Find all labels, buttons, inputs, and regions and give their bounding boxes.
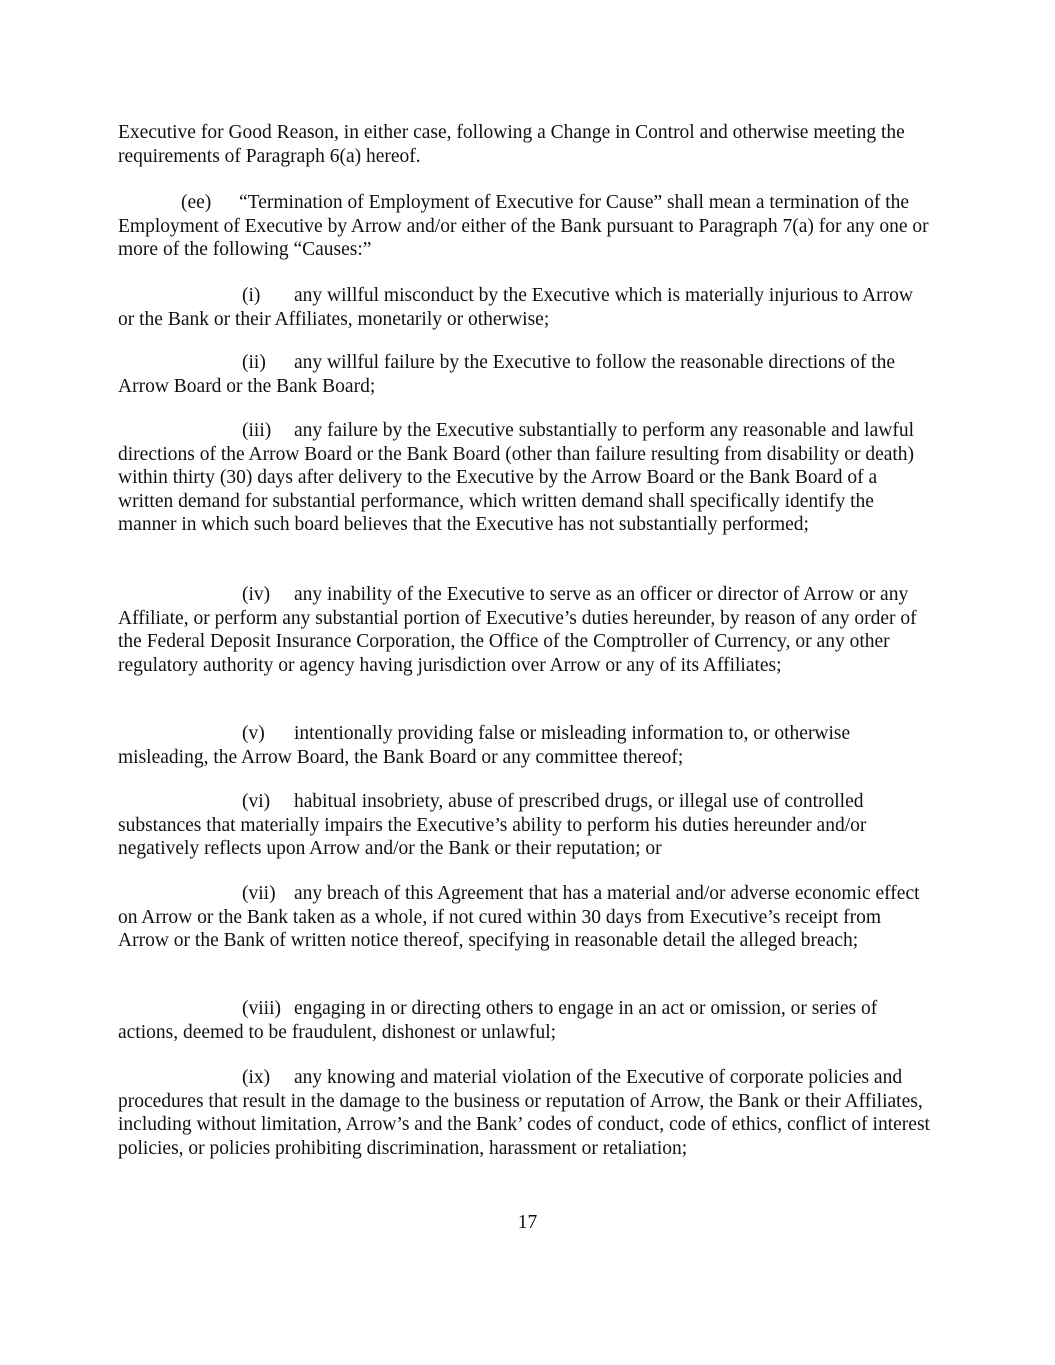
cause-text: any willful misconduct by the Executive which is materially injurious to Arrow or the Bank or their Affiliates, monetarily or otherwise; xyxy=(118,285,914,330)
cause-item-ii xyxy=(118,351,933,398)
cause-number: (ix) xyxy=(242,1067,271,1088)
cause-number: (iv) xyxy=(242,584,271,605)
cause-item-vi xyxy=(118,790,933,861)
cause-text: any breach of this Agreement that has a material and/or adverse economic effect on Arrow or the Bank taken as a whole, if not cured within 30 days from Executive’s receipt from Arrow or the Bank of written notice thereof, specifying in reasonable detail the alleged breach; xyxy=(118,883,920,951)
section-ee-paragraph xyxy=(118,191,933,262)
cause-text: any failure by the Executive substantially to perform any reasonable and lawful directions of the Arrow Board or the Bank Board (other than failure resulting from disability or death) within thirty (30) days after delivery to the Executive by the Arrow Board or the Bank Board of a written demand for substantial performance, which written demand shall specifically identify the manner in which such board believes that the Executive has not substantially performed; xyxy=(118,420,915,535)
cause-item-i xyxy=(118,284,933,331)
cause-item-v xyxy=(118,722,933,769)
continuation-paragraph xyxy=(118,121,933,168)
cause-text: engaging in or directing others to engage in an act or omission, or series of actions, deemed to be fraudulent, dishonest or unlawful; xyxy=(118,998,878,1043)
cause-item-iv xyxy=(118,583,933,677)
cause-number: (ii) xyxy=(242,352,266,373)
cause-item-viii xyxy=(118,997,933,1044)
cause-text: any willful failure by the Executive to follow the reasonable directions of the Arrow Board or the Bank Board; xyxy=(118,352,896,397)
cause-number: (vii) xyxy=(242,883,276,904)
cause-item-ix xyxy=(118,1066,933,1160)
cause-item-vii xyxy=(118,882,933,953)
cause-text: any inability of the Executive to serve as an officer or director of Arrow or any Affiliate, or perform any substantial portion of Executive’s duties hereunder, by reason of any order of the Federal Deposit Insurance Corporation, the Office of the Comptroller of Currency, or any other regulatory authority or agency having jurisdiction over Arrow or any of its Affiliates; xyxy=(118,584,917,676)
section-ee-number: (ee) xyxy=(181,192,212,213)
cause-number: (i) xyxy=(242,285,261,306)
cause-number: (iii) xyxy=(242,420,272,441)
cause-number: (viii) xyxy=(242,998,281,1019)
section-ee-text: “Termination of Employment of Executive for Cause” shall mean a termination of the Employment of Executive by Arrow and/or either of the Bank pursuant to Paragraph 7(a) for any one or more of the following “Causes:” xyxy=(118,192,929,260)
cause-text: habitual insobriety, abuse of prescribed drugs, or illegal use of controlled substances that materially impairs the Executive’s ability to perform his duties hereunder and/or negatively reflects upon Arrow and/or the Bank or their reputation; or xyxy=(118,791,867,859)
cause-text: any knowing and material violation of the Executive of corporate policies and procedures that result in the damage to the business or reputation of Arrow, the Bank or their Affiliates, including without limitation, Arrow’s and the Bank’ codes of conduct, code of ethics, conflict of interest policies, or policies prohibiting discrimination, harassment or retaliation; xyxy=(118,1067,930,1159)
cause-item-iii xyxy=(118,419,933,537)
cause-number: (vi) xyxy=(242,791,271,812)
cause-number: (v) xyxy=(242,723,265,744)
page-number: 17 xyxy=(517,1212,538,1233)
continuation-text: Executive for Good Reason, in either case, following a Change in Control and otherwise meeting the requirements of Paragraph 6(a) hereof. xyxy=(118,122,905,167)
cause-text: intentionally providing false or misleading information to, or otherwise misleading, the Arrow Board, the Bank Board or any committee thereof; xyxy=(118,723,851,768)
